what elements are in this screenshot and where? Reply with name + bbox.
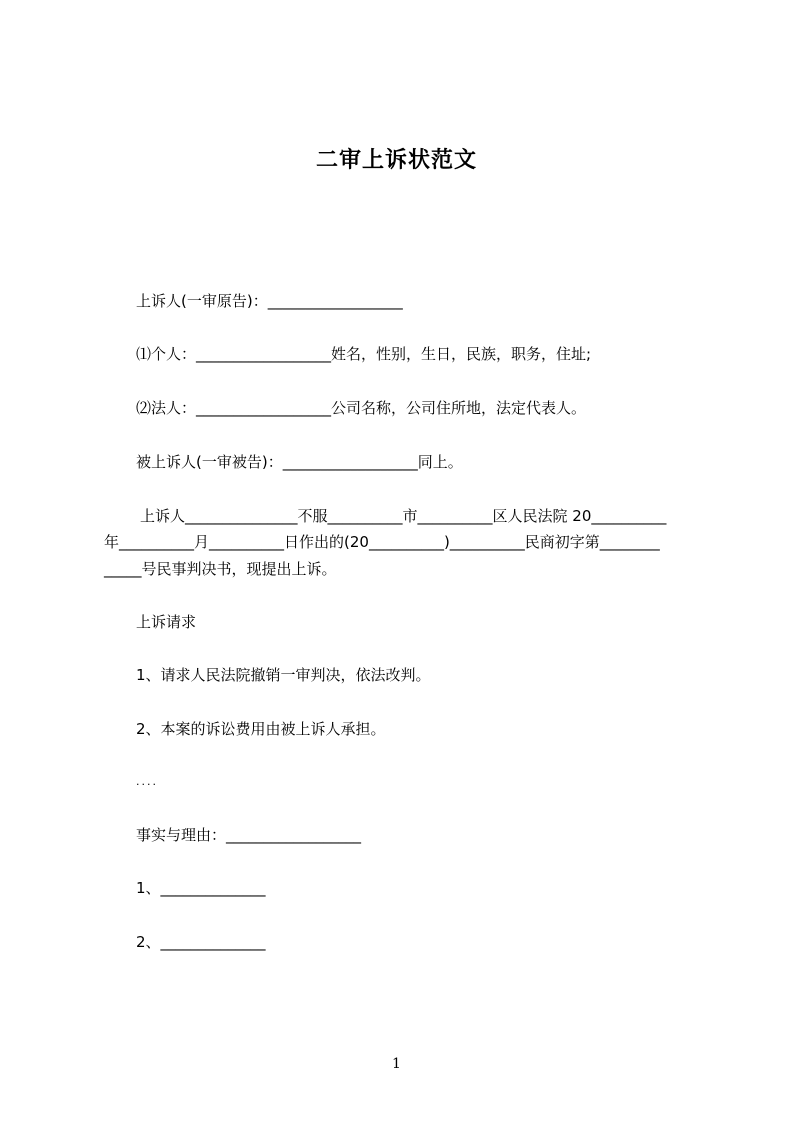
page-number: 1: [392, 1056, 401, 1072]
document-title: 二审上诉状范文: [315, 148, 477, 173]
individual-line: ⑴个人：__________________姓名，性别，生日，民族，职务，住址;: [136, 345, 592, 363]
facts-heading: 事实与理由：__________________: [136, 826, 362, 844]
request-item-2: 2、本案的诉讼费用由被上诉人承担。: [136, 720, 386, 738]
ellipsis-line: ....: [136, 775, 158, 788]
request-heading: 上诉请求: [136, 613, 197, 631]
appellant-line: 上诉人(一审原告)：__________________: [136, 292, 403, 310]
paragraph-line-3: _____号民事判决书，现提出上诉。: [104, 560, 337, 578]
legal-person-line: ⑵法人：__________________公司名称，公司住所地，法定代表人。: [136, 399, 587, 417]
paragraph-line-1: 上诉人_______________不服__________市__________区人民法院 20__________: [140, 507, 667, 525]
fact-item-1: 1、______________: [136, 879, 266, 897]
appellee-line: 被上诉人(一审被告)：__________________同上。: [136, 453, 463, 471]
fact-item-2: 2、______________: [136, 933, 266, 951]
paragraph-line-2: 年__________月__________日作出的(20__________)__________民商初字第________: [104, 533, 660, 551]
request-item-1: 1、请求人民法院撤销一审判决，依法改判。: [136, 666, 431, 684]
